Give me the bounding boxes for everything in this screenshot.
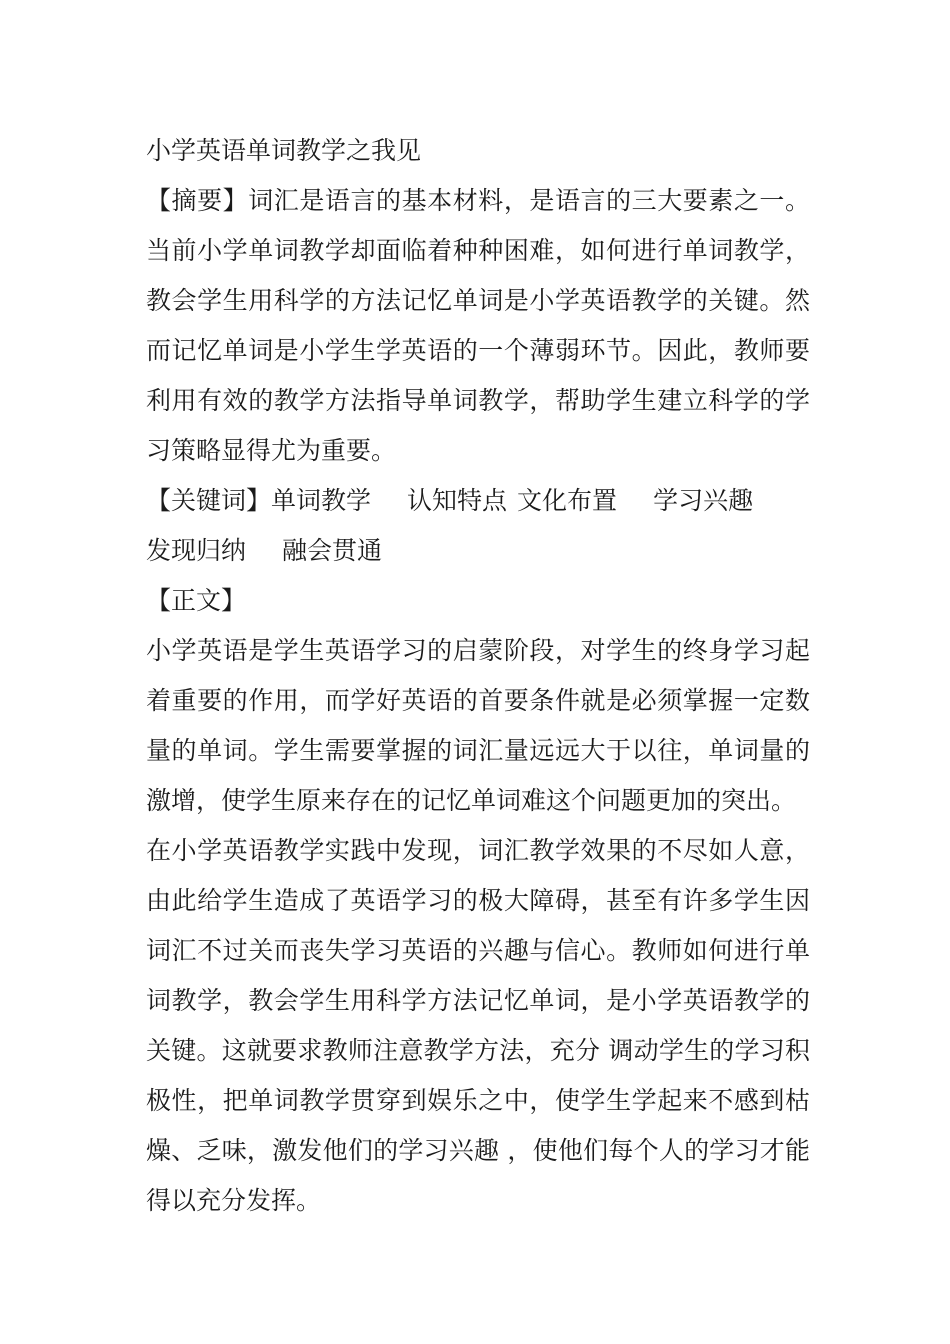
keyword-item: 文化布置 — [517, 486, 618, 515]
keywords-paragraph — [146, 476, 810, 576]
body-paragraph-2: 在小学英语教学实践中发现，词汇教学效果的不尽如人意，由此给学生造成了英语学习的极大障碍，甚至有许多学生因词汇不过关而丧失学习英语的兴趣与信心。教师如何进行单词教学，教会学生用科学方法记忆单词，是小学英语教学的关键。这就要求教师注意教学方法，充分 调动学生的学习积极性，把单词教学贯穿到娱乐之中，使学生学起来不感到枯燥、乏味，激发他们的学习兴趣 ，使他们每个人的学习才能得以充分发挥。 — [146, 836, 810, 1215]
document-title: 小学英语单词教学之我见 — [146, 136, 422, 165]
abstract-text: 词汇是语言的基本材料，是语言的三大要素之一。当前小学单词教学却面临着种种困难，如何进行单词教学，教会学生用科学的方法记忆单词是小学英语教学的关键。然而记忆单词是小学生学英语的一个薄弱环节。因此，教师要利用有效的教学方法指导单词教学，帮助学生建立科学的学习策略显得尤为重要。 — [146, 186, 810, 465]
keyword-item: 认知特点 — [407, 486, 508, 515]
body-section-label: 【正文】 — [146, 586, 247, 615]
abstract-label: 【摘要】 — [146, 186, 249, 215]
keywords-label: 【关键词】 — [146, 486, 272, 515]
keyword-item: 发现归纳 — [146, 536, 247, 565]
keyword-item: 学习兴趣 — [653, 486, 754, 515]
keyword-item: 融会贯通 — [282, 536, 383, 565]
document-content — [146, 126, 810, 1226]
keyword-item: 单词教学 — [271, 486, 372, 515]
body-paragraph-1: 小学英语是学生英语学习的启蒙阶段，对学生的终身学习起着重要的作用，而学好英语的首要条件就是必须掌握一定数量的单词。学生需要掌握的词汇量远远大于以往，单词量的激增，使学生原来存在的记忆单词难这个问题更加的突出。 — [146, 636, 810, 815]
abstract-paragraph — [146, 176, 810, 476]
